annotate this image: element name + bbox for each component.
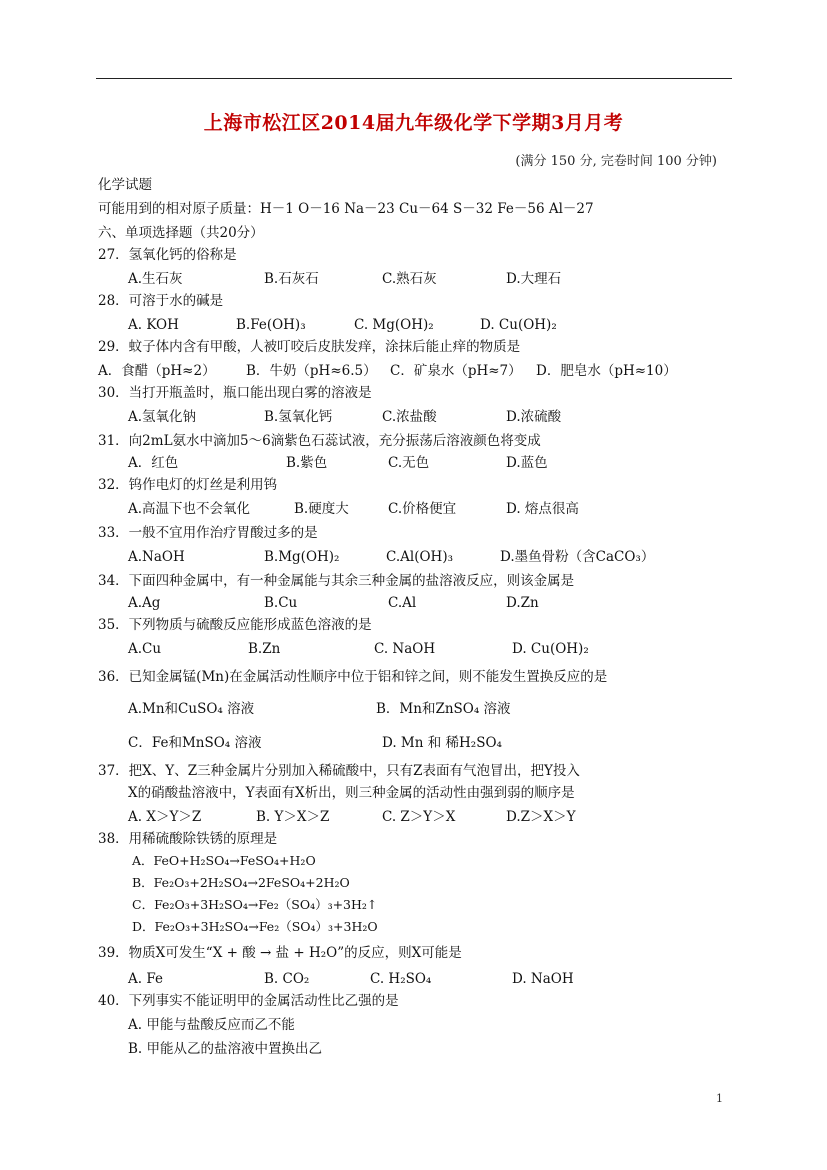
option-b: B．Mn和ZnSO₄ 溶液 [376,701,511,717]
question-stem: 32．钨作电灯的灯丝是利用钨 [98,477,278,493]
option-a: A．食醋（pH≈2） [98,363,216,379]
option-c: C. H₂SO₄ [370,971,432,987]
atomic-masses: 可能用到的相对原子质量：H－1 O－16 Na－23 Cu－64 S－32 Fe－56 Al－27 [98,201,594,217]
question-stem: 31．向2mL氨水中滴加5～6滴紫色石蕊试液，充分振荡后溶液颜色将变成 [98,433,541,449]
option-a: A. Fe [128,971,163,987]
option-b: B.氢氧化钙 [264,409,333,425]
question-stem: 37．把X、Y、Z三种金属片分别加入稀硫酸中，只有Z表面有气泡冒出，把Y投入 [98,763,580,779]
question-stem: 38．用稀硫酸除铁锈的原理是 [98,831,278,847]
question-stem: 36．已知金属锰(Mn)在金属活动性顺序中位于铝和锌之间，则不能发生置换反应的是 [98,669,608,685]
option-b: B. Y＞X＞Z [256,809,330,825]
question-stem: 28．可溶于水的碱是 [98,293,224,309]
option-a: A.Mn和CuSO₄ 溶液 [128,701,255,717]
option-c: C.Al(OH)₃ [386,549,453,565]
question-stem: 34．下面四种金属中，有一种金属能与其余三种金属的盐溶液反应，则该金属是 [98,573,575,589]
option-c: C.无色 [388,455,430,471]
option-d: D. NaOH [512,971,574,987]
option-a: A．红色 [128,455,179,471]
option-a: A.NaOH [128,549,185,565]
option-d: D.墨鱼骨粉（含CaCO₃） [500,549,655,565]
option-d: D. 熔点很高 [506,501,579,517]
option-d: D. Cu(OH)₂ [480,317,557,333]
option-d: D．Fe₂O₃+3H₂SO₄→Fe₂（SO₄）₃+3H₂O [132,919,378,934]
option-b: B．Fe₂O₃+2H₂SO₄→2FeSO₄+2H₂O [132,875,350,890]
option-d: D．肥皂水（pH≈10） [536,363,677,379]
option-d: D.蓝色 [506,455,548,471]
page-title: 上海市松江区2014届九年级化学下学期3月月考 [203,112,624,134]
question-stem: 29．蚊子体内含有甲酸，人被叮咬后皮肤发痒，涂抹后能止痒的物质是 [98,339,521,355]
option-b: B．牛奶（pH≈6.5） [246,363,377,379]
option-b: B. CO₂ [264,971,310,987]
option-a: A．FeO+H₂SO₄→FeSO₄+H₂O [132,853,316,868]
option-a: A.Cu [128,641,162,657]
option-d: D. Cu(OH)₂ [512,641,589,657]
option-b: B.Fe(OH)₃ [236,317,306,333]
question-stem: 39．物质X可发生“X + 酸 → 盐 + H₂O”的反应，则X可能是 [98,945,462,961]
option-c: C.浓盐酸 [382,409,437,425]
page-number: 1 [716,1092,723,1105]
option-a: A.生石灰 [128,271,183,287]
question-stem: 27．氢氧化钙的俗称是 [98,247,237,263]
option-b: B. 甲能从乙的盐溶液中置换出乙 [128,1041,323,1057]
option-d: D.大理石 [506,271,562,287]
option-b: B.硬度大 [294,501,349,517]
question-stem: 33．一般不宜用作治疗胃酸过多的是 [98,525,318,541]
option-b: B.Cu [264,595,298,611]
option-b: B.Mg(OH)₂ [264,549,340,565]
option-a: A. 甲能与盐酸反应而乙不能 [128,1017,295,1033]
option-c: C. Z＞Y＞X [382,809,456,825]
option-d: D.浓硫酸 [506,409,562,425]
question-stem: 35．下列物质与硫酸反应能形成蓝色溶液的是 [98,617,372,633]
option-a: A.Ag [128,595,161,611]
option-d: D.Z＞X＞Y [506,809,576,825]
option-b: B.紫色 [286,455,328,471]
exam-meta: (满分 150 分, 完卷时间 100 分钟) [515,154,717,169]
option-c: C．矿泉水（pH≈7） [390,363,522,379]
section-heading: 六、单项选择题（共20分） [98,225,264,241]
option-c: C. NaOH [374,641,436,657]
option-c: C. Mg(OH)₂ [354,317,434,333]
question-stem: 30．当打开瓶盖时，瓶口能出现白雾的溶液是 [98,385,372,401]
option-a: A. X＞Y＞Z [128,809,202,825]
header-rule [96,78,732,79]
option-d: D.Zn [506,595,539,611]
option-c: C.熟石灰 [382,271,437,287]
option-b: B.石灰石 [264,271,319,287]
question-stem: 40．下列事实不能证明甲的金属活动性比乙强的是 [98,993,399,1009]
option-c: C．Fe和MnSO₄ 溶液 [128,735,262,751]
option-b: B.Zn [248,641,281,657]
option-c: C.Al [388,595,417,611]
option-a: A. KOH [128,317,179,333]
option-a: A.氢氧化钠 [128,409,197,425]
option-c: C．Fe₂O₃+3H₂SO₄→Fe₂（SO₄）₃+3H₂↑ [132,897,378,912]
question-stem-continued: X的硝酸盐溶液中，Y表面有X析出，则三种金属的活动性由强到弱的顺序是 [128,785,575,801]
option-d: D. Mn 和 稀H₂SO₄ [382,735,502,751]
option-a: A.高温下也不会氧化 [128,501,251,517]
option-c: C.价格便宜 [388,501,457,517]
subject-label: 化学试题 [98,177,152,193]
